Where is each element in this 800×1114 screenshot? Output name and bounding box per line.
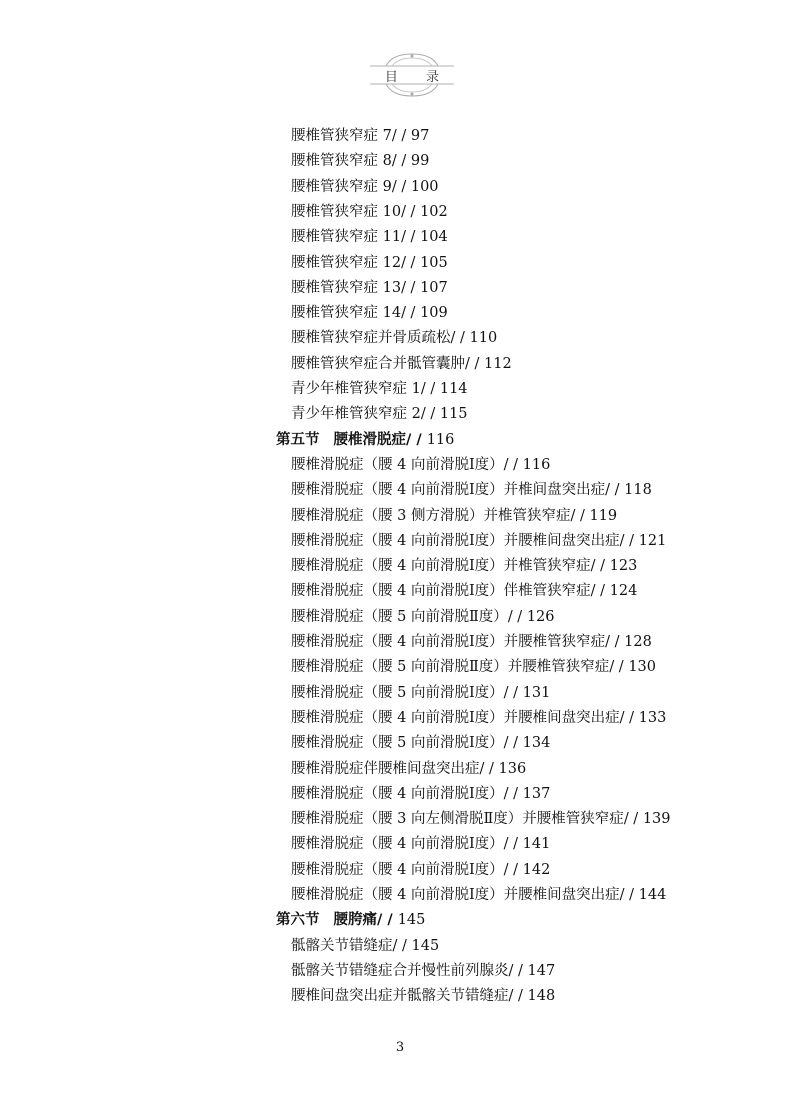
entry-page-number: 131 (522, 684, 551, 701)
entry-page-number: 142 (522, 861, 551, 878)
entry-title: 腰椎管狭窄症 12 (291, 254, 402, 271)
entry-title: 腰椎滑脱症（腰 4 向前滑脱Ⅰ度） (291, 785, 504, 802)
entry-page-number: 136 (498, 760, 527, 777)
toc-entry[interactable] (291, 554, 637, 579)
entry-separator: / / (479, 760, 499, 777)
toc-entry[interactable] (291, 782, 550, 807)
entry-separator: / / (465, 355, 484, 372)
entry-separator: / / (420, 406, 440, 423)
entry-page-number: 133 (638, 709, 667, 726)
entry-page-number: 141 (522, 836, 551, 853)
toc-entry[interactable] (291, 478, 652, 503)
toc-entry[interactable] (291, 251, 448, 276)
entry-page-number: 121 (638, 532, 667, 549)
entry-title: 腰椎滑脱症（腰 5 向前滑脱Ⅰ度） (291, 684, 504, 701)
toc-entry[interactable] (291, 706, 666, 731)
entry-page-number: 109 (420, 305, 448, 322)
entry-title: 腰椎滑脱症伴腰椎间盘突出症 (291, 760, 480, 777)
entry-separator: / / (377, 912, 398, 929)
entry-title: 腰椎滑脱症（腰 4 向前滑脱Ⅰ度）并腰椎间盘突出症 (291, 532, 620, 549)
toc-entry[interactable] (291, 402, 468, 427)
entry-separator: / / (401, 203, 421, 220)
entry-separator: / / (503, 836, 523, 853)
entry-separator: / / (391, 153, 411, 170)
entry-separator: / / (401, 254, 421, 271)
entry-page-number: 145 (411, 937, 440, 954)
entry-page-number: 128 (624, 634, 652, 650)
toc-entry[interactable] (291, 934, 439, 959)
entry-title: 腰椎管狭窄症并骨质疏松 (291, 330, 451, 347)
entry-title: 腰椎滑脱症（腰 4 向前滑脱Ⅰ度） (291, 836, 504, 853)
toc-entry[interactable] (291, 301, 448, 326)
entry-title: 腰椎滑脱症（腰 3 侧方滑脱）并椎管狭窄症 (291, 507, 571, 524)
entry-page-number: 99 (410, 153, 430, 170)
page-number: 3 (395, 1040, 405, 1055)
entry-page-number: 130 (628, 659, 656, 676)
entry-separator: / / (503, 456, 523, 473)
entry-page-number: 110 (469, 330, 498, 347)
entry-title: 青少年椎管狭窄症 2 (291, 406, 421, 423)
entry-page-number: 119 (589, 507, 618, 524)
entry-title: 青少年椎管狭窄症 1 (291, 381, 421, 397)
entry-page-number: 102 (420, 203, 448, 220)
entry-separator: / / (619, 532, 639, 549)
entry-title: 腰椎滑脱症（腰 3 向左侧滑脱Ⅱ度）并腰椎管狭窄症 (291, 811, 624, 828)
entry-separator: / / (450, 330, 470, 347)
entry-separator: / / (392, 937, 412, 954)
toc-entry[interactable] (291, 681, 550, 706)
toc-entry[interactable] (291, 149, 429, 174)
entry-page-number: 126 (526, 608, 555, 625)
section-title: 腰胯痛 (333, 912, 377, 929)
entry-page-number: 112 (484, 355, 512, 372)
toc-entry[interactable] (291, 175, 439, 200)
entry-separator: / / (590, 558, 610, 575)
entry-separator: / / (570, 507, 590, 524)
toc-entry[interactable] (291, 124, 429, 149)
entry-page-number: 134 (522, 735, 551, 752)
entry-title: 腰椎滑脱症（腰 5 向前滑脱Ⅰ度） (291, 735, 504, 752)
toc-entry[interactable] (291, 276, 448, 301)
entry-page-number: 104 (420, 229, 448, 246)
entry-page-number: 137 (522, 785, 551, 802)
entry-separator: / / (623, 811, 643, 828)
toc-entry[interactable] (291, 883, 666, 908)
entry-page-number: 107 (420, 279, 448, 296)
entry-title: 腰椎滑脱症（腰 5 向前滑脱Ⅱ度）并腰椎管狭窄症 (291, 659, 610, 676)
entry-separator: / / (619, 709, 639, 726)
entry-title: 腰椎管狭窄症 13 (291, 279, 402, 296)
entry-page-number: 118 (624, 482, 652, 499)
toc-entry[interactable] (291, 807, 671, 832)
entry-separator: / / (605, 634, 625, 650)
section-title: 腰椎滑脱症 (333, 431, 406, 448)
toc-entry[interactable] (291, 959, 555, 984)
entry-page-number: 124 (609, 583, 638, 600)
toc-entry[interactable] (291, 352, 512, 377)
entry-title: 腰椎管狭窄症 10 (291, 203, 402, 220)
entry-separator: / / (503, 861, 523, 878)
entry-separator: / / (507, 608, 527, 625)
entry-separator: / / (508, 988, 528, 1005)
toc-entry[interactable] (291, 453, 550, 478)
entry-page-number: 144 (638, 887, 667, 903)
entry-title: 骶髂关节错缝症 (291, 937, 393, 954)
entry-page-number: 116 (426, 431, 455, 448)
entry-page-number: 100 (410, 178, 439, 195)
section-label: 第六节 (276, 912, 320, 929)
toc-section[interactable] (276, 908, 425, 933)
toc-entry[interactable] (291, 200, 448, 225)
entry-title: 骶髂关节错缝症合并慢性前列腺炎 (291, 962, 509, 979)
toc-entry[interactable] (291, 529, 666, 554)
entry-title: 腰椎管狭窄症合并骶管囊肿 (291, 355, 465, 372)
entry-title: 腰椎滑脱症（腰 4 向前滑脱Ⅰ度）并腰椎管狭窄症 (291, 634, 606, 650)
entry-separator: / / (401, 305, 421, 322)
toc-section[interactable] (276, 428, 454, 453)
toc-entry[interactable] (291, 858, 550, 883)
toc-header (366, 50, 458, 100)
entry-page-number: 139 (642, 811, 671, 828)
toc-entry[interactable] (291, 377, 468, 402)
toc-entry[interactable] (291, 605, 555, 630)
toc-entry[interactable] (291, 984, 555, 1009)
entry-page-number: 105 (420, 254, 448, 271)
entry-separator: / / (605, 482, 625, 499)
entry-title: 腰椎管狭窄症 7 (291, 128, 392, 144)
entry-separator: / / (503, 735, 523, 752)
entry-title: 腰椎管狭窄症 9 (291, 178, 392, 195)
entry-page-number: 148 (527, 988, 556, 1005)
entry-separator: / / (590, 583, 610, 600)
entry-title: 腰椎滑脱症（腰 4 向前滑脱Ⅰ度）并腰椎间盘突出症 (291, 887, 620, 903)
entry-page-number: 123 (609, 558, 638, 575)
toc-entry[interactable] (291, 326, 497, 351)
entry-page-number: 147 (527, 962, 556, 979)
entry-separator: / / (406, 431, 427, 448)
entry-title: 腰椎间盘突出症并骶髂关节错缝症 (291, 988, 509, 1005)
entry-separator: / / (401, 279, 421, 296)
entry-title: 腰椎滑脱症（腰 4 向前滑脱Ⅰ度）并椎间盘突出症 (291, 482, 606, 499)
toc-entry[interactable] (291, 579, 637, 604)
entry-title: 腰椎管狭窄症 11 (291, 229, 402, 246)
toc-entry[interactable] (291, 832, 550, 857)
entry-title: 腰椎滑脱症（腰 5 向前滑脱Ⅱ度） (291, 608, 508, 625)
entry-title: 腰椎滑脱症（腰 4 向前滑脱Ⅰ度） (291, 456, 504, 473)
entry-separator: / / (508, 962, 528, 979)
toc-entry[interactable] (291, 655, 656, 680)
toc-entry[interactable] (291, 630, 652, 655)
entry-page-number: 116 (522, 456, 551, 473)
section-label: 第五节 (276, 431, 320, 448)
entry-title: 腰椎滑脱症（腰 4 向前滑脱Ⅰ度）并椎管狭窄症 (291, 558, 591, 575)
entry-title: 腰椎管狭窄症 8 (291, 153, 392, 170)
entry-separator: / / (420, 381, 440, 397)
entry-separator: / / (503, 684, 523, 701)
entry-separator: / / (619, 887, 639, 903)
entry-title: 腰椎管狭窄症 14 (291, 305, 402, 322)
entry-separator: / / (401, 229, 421, 246)
entry-separator: / / (391, 178, 411, 195)
entry-title: 腰椎滑脱症（腰 4 向前滑脱Ⅰ度） (291, 861, 504, 878)
entry-separator: / / (503, 785, 523, 802)
page-title: 目 录 (384, 70, 452, 85)
entry-page-number: 114 (439, 381, 468, 397)
toc-entry[interactable] (291, 731, 550, 756)
entry-title: 腰椎滑脱症（腰 4 向前滑脱Ⅰ度）伴椎管狭窄症 (291, 583, 591, 600)
entry-page-number: 97 (410, 128, 430, 144)
toc-entry[interactable] (291, 225, 448, 250)
entry-separator: / / (609, 659, 629, 676)
entry-page-number: 115 (439, 406, 468, 423)
toc-entry[interactable] (291, 504, 617, 529)
entry-title: 腰椎滑脱症（腰 4 向前滑脱Ⅰ度）并腰椎间盘突出症 (291, 709, 620, 726)
entry-page-number: 145 (397, 912, 426, 929)
entry-separator: / / (391, 128, 411, 144)
toc-entry[interactable] (291, 757, 526, 782)
